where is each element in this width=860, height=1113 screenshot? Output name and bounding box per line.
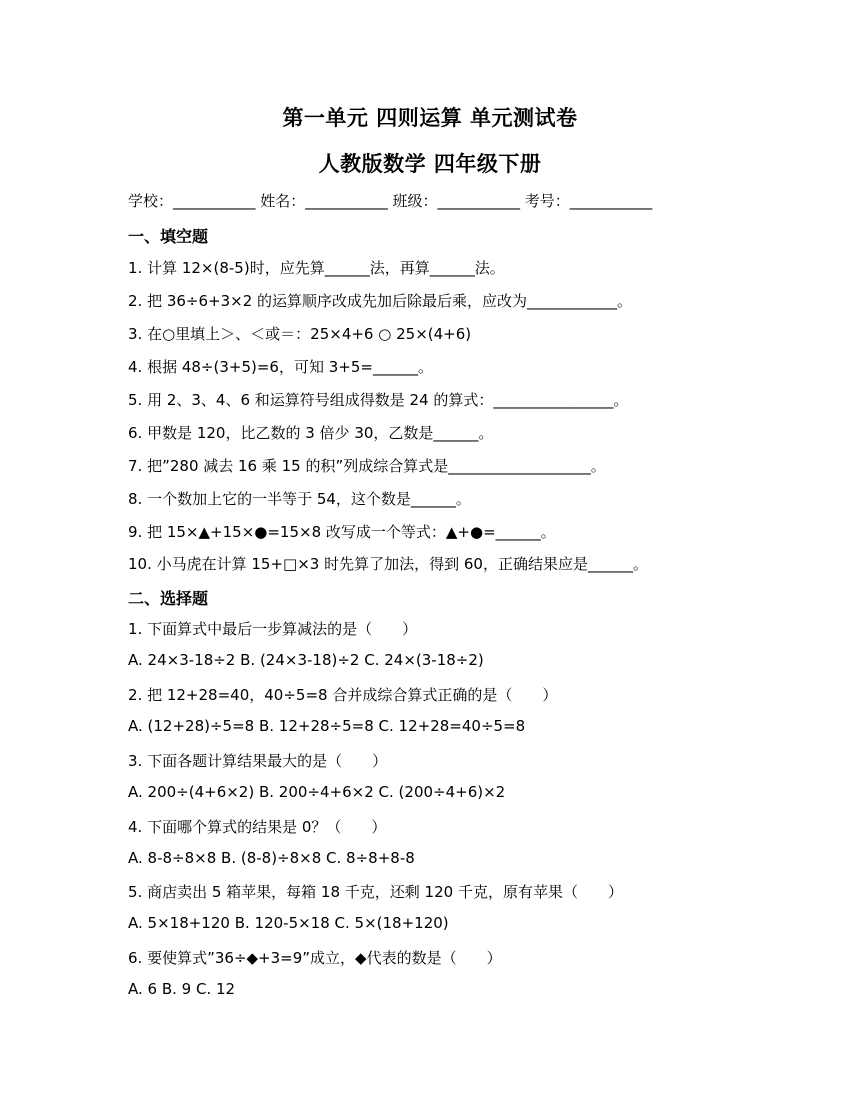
section-choice-heading: 二、选择题 <box>128 589 209 608</box>
question-item: 5. 用 2、3、4、6 和运算符号组成得数是 24 的算式：________________。 <box>128 391 629 409</box>
choice-question: 5. 商店卖出 5 箱苹果，每箱 18 千克，还剩 120 千克，原有苹果（ ） <box>128 883 623 901</box>
choice-question: 2. 把 12+28=40，40÷5=8 合并成综合算式正确的是（ ） <box>128 686 558 704</box>
choice-options: A. 24×3-18÷2 B. (24×3-18)÷2 C. 24×(3-18÷2) <box>128 651 484 669</box>
question-item: 1. 计算 12×(8-5)时，应先算______法，再算______法。 <box>128 259 505 277</box>
choice-question: 3. 下面各题计算结果最大的是（ ） <box>128 752 388 770</box>
question-item: 6. 甲数是 120，比乙数的 3 倍少 30，乙数是______。 <box>128 424 494 442</box>
question-item: 3. 在○里填上＞、＜或＝：25×4+6 ○ 25×(4+6) <box>128 325 472 343</box>
section-fill-blank-heading: 一、填空题 <box>128 227 209 246</box>
choice-options: A. 8-8÷8×8 B. (8-8)÷8×8 C. 8÷8+8-8 <box>128 849 415 867</box>
choice-question: 1. 下面算式中最后一步算减法的是（ ） <box>128 620 418 638</box>
question-item: 9. 把 15×▲+15×●=15×8 改写成一个等式：▲+●=______。 <box>128 523 556 541</box>
choice-question: 6. 要使算式”36÷◆+3=9”成立，◆代表的数是（ ） <box>128 949 502 967</box>
question-item: 4. 根据 48÷(3+5)=6，可知 3+5=______。 <box>128 358 433 376</box>
exam-subtitle: 人教版数学 四年级下册 <box>318 152 542 176</box>
question-item: 10. 小马虎在计算 15+□×3 时先算了加法，得到 60，正确结果应是______。 <box>128 555 648 573</box>
student-info-line: 学校：___________ 姓名：___________ 班级：___________ 考号：___________ <box>128 192 653 210</box>
exam-title: 第一单元 四则运算 单元测试卷 <box>282 106 578 130</box>
question-item: 8. 一个数加上它的一半等于 54，这个数是______。 <box>128 490 471 508</box>
question-item: 7. 把”280 减去 16 乘 15 的积”列成综合算式是___________________。 <box>128 457 606 475</box>
choice-options: A. 200÷(4+6×2) B. 200÷4+6×2 C. (200÷4+6)×2 <box>128 783 506 801</box>
choice-options: A. (12+28)÷5=8 B. 12+28÷5=8 C. 12+28=40÷5=8 <box>128 717 526 735</box>
choice-options: A. 6 B. 9 C. 12 <box>128 980 236 998</box>
choice-question: 4. 下面哪个算式的结果是 0？（ ） <box>128 818 387 836</box>
choice-options: A. 5×18+120 B. 120-5×18 C. 5×(18+120) <box>128 914 449 932</box>
question-item: 2. 把 36÷6+3×2 的运算顺序改成先加后除最后乘，应改为____________。 <box>128 292 633 310</box>
